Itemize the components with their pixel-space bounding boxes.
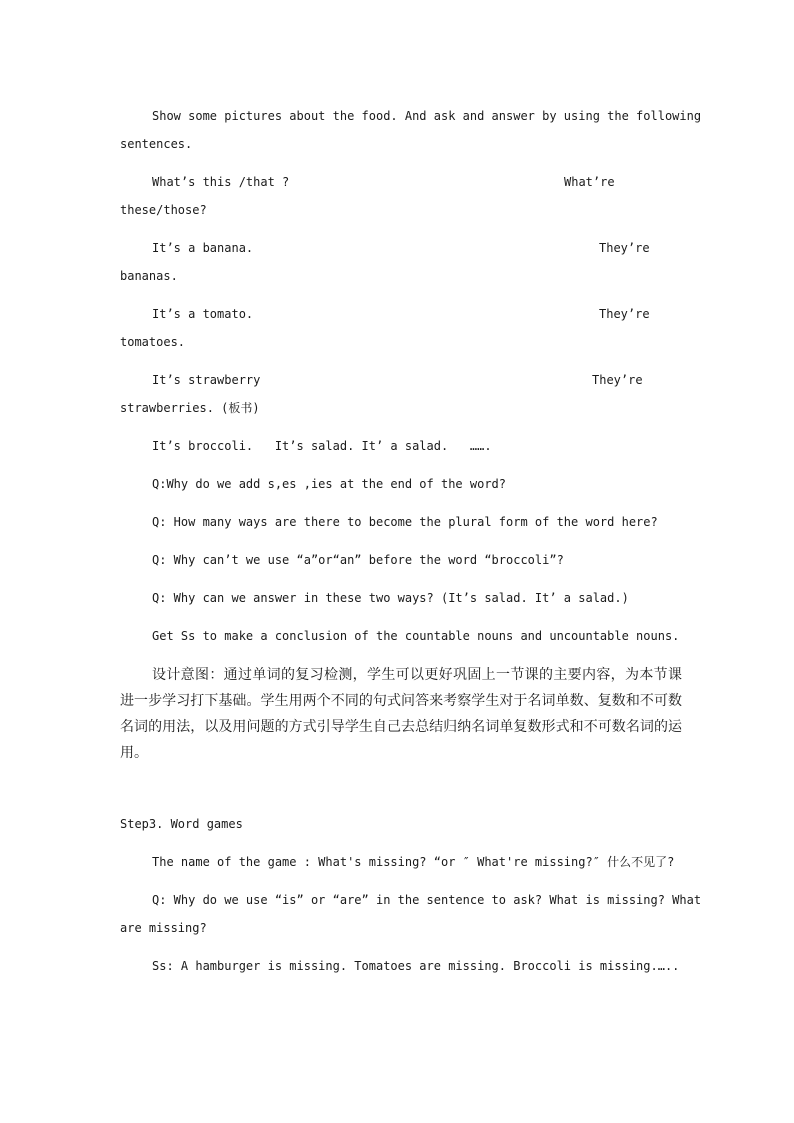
intro-line-1: Show some pictures about the food. And ask and answer by using the following: [152, 109, 702, 123]
intro-line-2: sentences.: [120, 137, 193, 151]
question-plural-ways: Q: How many ways are there to become the plural form of the word here?: [152, 515, 658, 529]
answer-strawberries-wrap: strawberries. (板书): [120, 401, 260, 415]
answer-tomatoes-wrap: tomatoes.: [120, 335, 186, 349]
question-is-are-line-1: Q: Why do we use “is” or “are” in the sentence to ask? What is missing? What: [152, 893, 702, 907]
answer-bananas-wrap: bananas.: [120, 269, 178, 283]
answer-strawberries: They’re: [592, 373, 643, 387]
conclusion-line: Get Ss to make a conclusion of the countable nouns and uncountable nouns.: [152, 629, 680, 643]
answer-tomato: It’s a tomato.: [152, 307, 254, 321]
question-two-ways: Q: Why can we answer in these two ways? (It’s salad. It’ a salad.): [152, 591, 629, 605]
question-these-those: What’re: [564, 175, 615, 189]
game-name-line: The name of the game : What's missing? “or ″ What're missing?″ 什么不见了?: [152, 855, 675, 869]
answer-banana: It’s a banana.: [152, 241, 254, 255]
answer-strawberry: It’s strawberry: [152, 373, 261, 387]
students-answer-line: Ss: A hamburger is missing. Tomatoes are missing. Broccoli is missing.…..: [152, 959, 680, 973]
answer-broccoli-salad: It’s broccoli. It’s salad. It’ a salad. …….: [152, 439, 492, 453]
answer-bananas: They’re: [599, 241, 650, 255]
answer-tomatoes: They’re: [599, 307, 650, 321]
question-this-that: What’s this /that ?: [152, 175, 290, 189]
design-intent-paragraph: 设计意图：通过单词的复习检测，学生可以更好巩固上一节课的主要内容，为本节课进一步学习打下基础。学生用两个不同的句式问答来考察学生对于名词单数、复数和不可数名词的用法，以及用问题的方式引导学生自己去总结归纳名词单复数形式和不可数名词的运用。: [120, 667, 682, 761]
question-add-s: Q:Why do we add s,es ,ies at the end of the word?: [152, 477, 507, 491]
question-is-are-line-2: are missing?: [120, 921, 207, 935]
question-these-those-wrap: these/those?: [120, 203, 207, 217]
step3-heading: Step3. Word games: [120, 817, 243, 831]
question-broccoli-article: Q: Why can’t we use “a”or“an” before the word “broccoli”?: [152, 553, 564, 567]
